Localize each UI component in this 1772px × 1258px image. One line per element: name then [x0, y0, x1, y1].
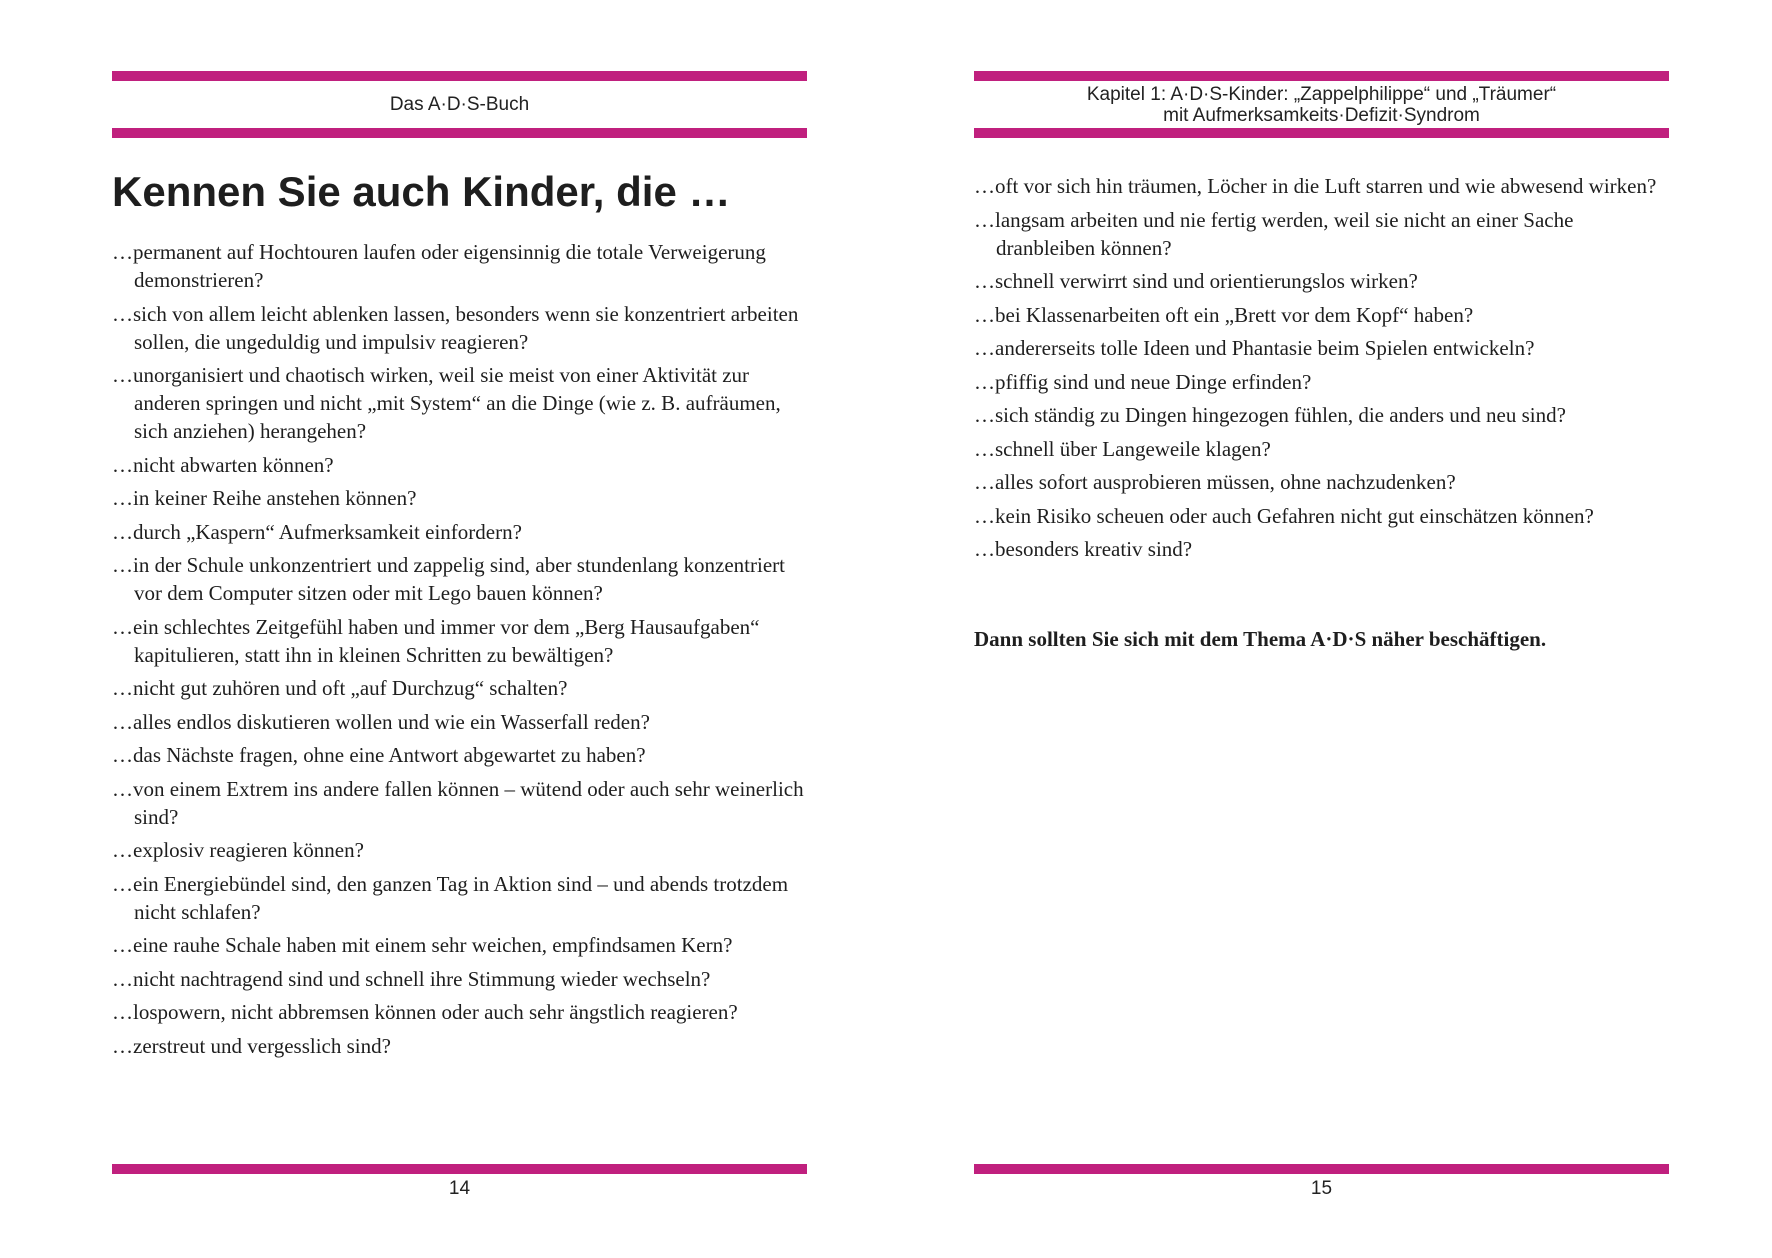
question-item: …schnell verwirrt sind und orientierungslos wirken?	[974, 269, 1418, 293]
question-item: …nicht gut zuhören und oft „auf Durchzug“ schalten?	[112, 676, 568, 700]
question-item: …ein Energiebündel sind, den ganzen Tag in Aktion sind – und abends trotzdem nicht schlafen?	[112, 871, 789, 924]
footer-rule	[974, 1164, 1669, 1174]
question-item: …unorganisiert und chaotisch wirken, weil sie meist von einer Aktivität zur anderen springen und nicht „mit System“ an die Dinge (wie z. B. aufräumen, sich anziehen) herangehen?	[112, 363, 781, 443]
running-head-chapter-line: Kapitel 1: A·D·S-Kinder: „Zappelphilippe“ und „Träumer“	[1086, 83, 1557, 105]
conclusion-text: Dann sollten Sie sich mit dem Thema A·D·S näher beschäftigen.	[974, 627, 1547, 651]
question-item: …bei Klassenarbeiten oft ein „Brett vor dem Kopf“ haben?	[974, 302, 1474, 327]
question-item: …nicht abwarten können?	[112, 452, 334, 477]
question-item: …das Nächste fragen, ohne eine Antwort abgewartet zu haben?	[112, 743, 646, 767]
running-head-subtitle-line: mit Aufmerksamkeits·Defizit·Syndrom	[1163, 104, 1480, 126]
question-item: …sich von allem leicht ablenken lassen, besonders wenn sie konzentriert arbeiten sollen, die ungeduldig und impulsiv reagieren?	[112, 301, 799, 354]
question-item: …schnell über Langeweile klagen?	[974, 436, 1271, 461]
question-item: …in keiner Reihe anstehen können?	[112, 486, 417, 510]
question-item: …andererseits tolle Ideen und Phantasie beim Spielen entwickeln?	[974, 336, 1535, 360]
question-item: …pfiffig sind und neue Dinge erfinden?	[974, 369, 1312, 394]
question-item: …von einem Extrem ins andere fallen können – wütend oder auch sehr weinerlich sind?	[112, 776, 804, 829]
footer-rule	[112, 1164, 807, 1174]
running-head	[974, 81, 1669, 128]
question-item: …kein Risiko scheuen oder auch Gefahren nicht gut einschätzen können?	[974, 503, 1594, 528]
question-item: …in der Schule unkonzentriert und zappelig sind, aber stundenlang konzentriert vor dem Computer sitzen oder mit Lego bauen können?	[112, 553, 785, 605]
question-item: …sich ständig zu Dingen hingezogen fühlen, die anders und neu sind?	[974, 403, 1566, 427]
question-item: …zerstreut und vergesslich sind?	[112, 1033, 391, 1058]
question-item: …eine rauhe Schale haben mit einem sehr weichen, empfindsamen Kern?	[112, 933, 733, 957]
header-top-rule	[112, 71, 807, 81]
question-item: …alles endlos diskutieren wollen und wie ein Wasserfall reden?	[112, 709, 650, 734]
question-item: …nicht nachtragend sind und schnell ihre Stimmung wieder wechseln?	[112, 966, 711, 991]
header-bottom-rule	[974, 128, 1669, 138]
question-item: …alles sofort ausprobieren müssen, ohne nachzudenken?	[974, 470, 1456, 494]
question-item: …ein schlechtes Zeitgefühl haben und immer vor dem „Berg Hausaufgaben“ kapitulieren, statt ihn in kleinen Schritten zu bewältigen?	[112, 614, 760, 667]
question-list	[112, 238, 807, 1065]
running-head-title: Das A·D·S-Buch	[389, 94, 530, 115]
question-item: …besonders kreativ sind?	[974, 537, 1193, 561]
running-head	[112, 81, 807, 128]
question-item: …oft vor sich hin träumen, Löcher in die Luft starren und wie abwesend wirken?	[974, 174, 1657, 198]
left-page	[112, 0, 807, 1258]
question-item: …lospowern, nicht abbremsen können oder auch sehr ängstlich reagieren?	[112, 1000, 738, 1024]
question-item: …permanent auf Hochtouren laufen oder eigensinnig die totale Verweigerung demonstrieren?	[112, 240, 766, 292]
question-item: …langsam arbeiten und nie fertig werden, weil sie nicht an einer Sache dranbleiben können?	[974, 207, 1574, 260]
page-heading: Kennen Sie auch Kinder, die …	[112, 168, 731, 215]
page-number: 14	[448, 1178, 471, 1199]
page-number: 15	[1310, 1178, 1333, 1199]
question-list	[974, 172, 1669, 569]
header-bottom-rule	[112, 128, 807, 138]
right-page	[974, 0, 1669, 1258]
question-item: …durch „Kaspern“ Aufmerksamkeit einfordern?	[112, 519, 522, 544]
header-top-rule	[974, 71, 1669, 81]
question-item: …explosiv reagieren können?	[112, 838, 364, 862]
